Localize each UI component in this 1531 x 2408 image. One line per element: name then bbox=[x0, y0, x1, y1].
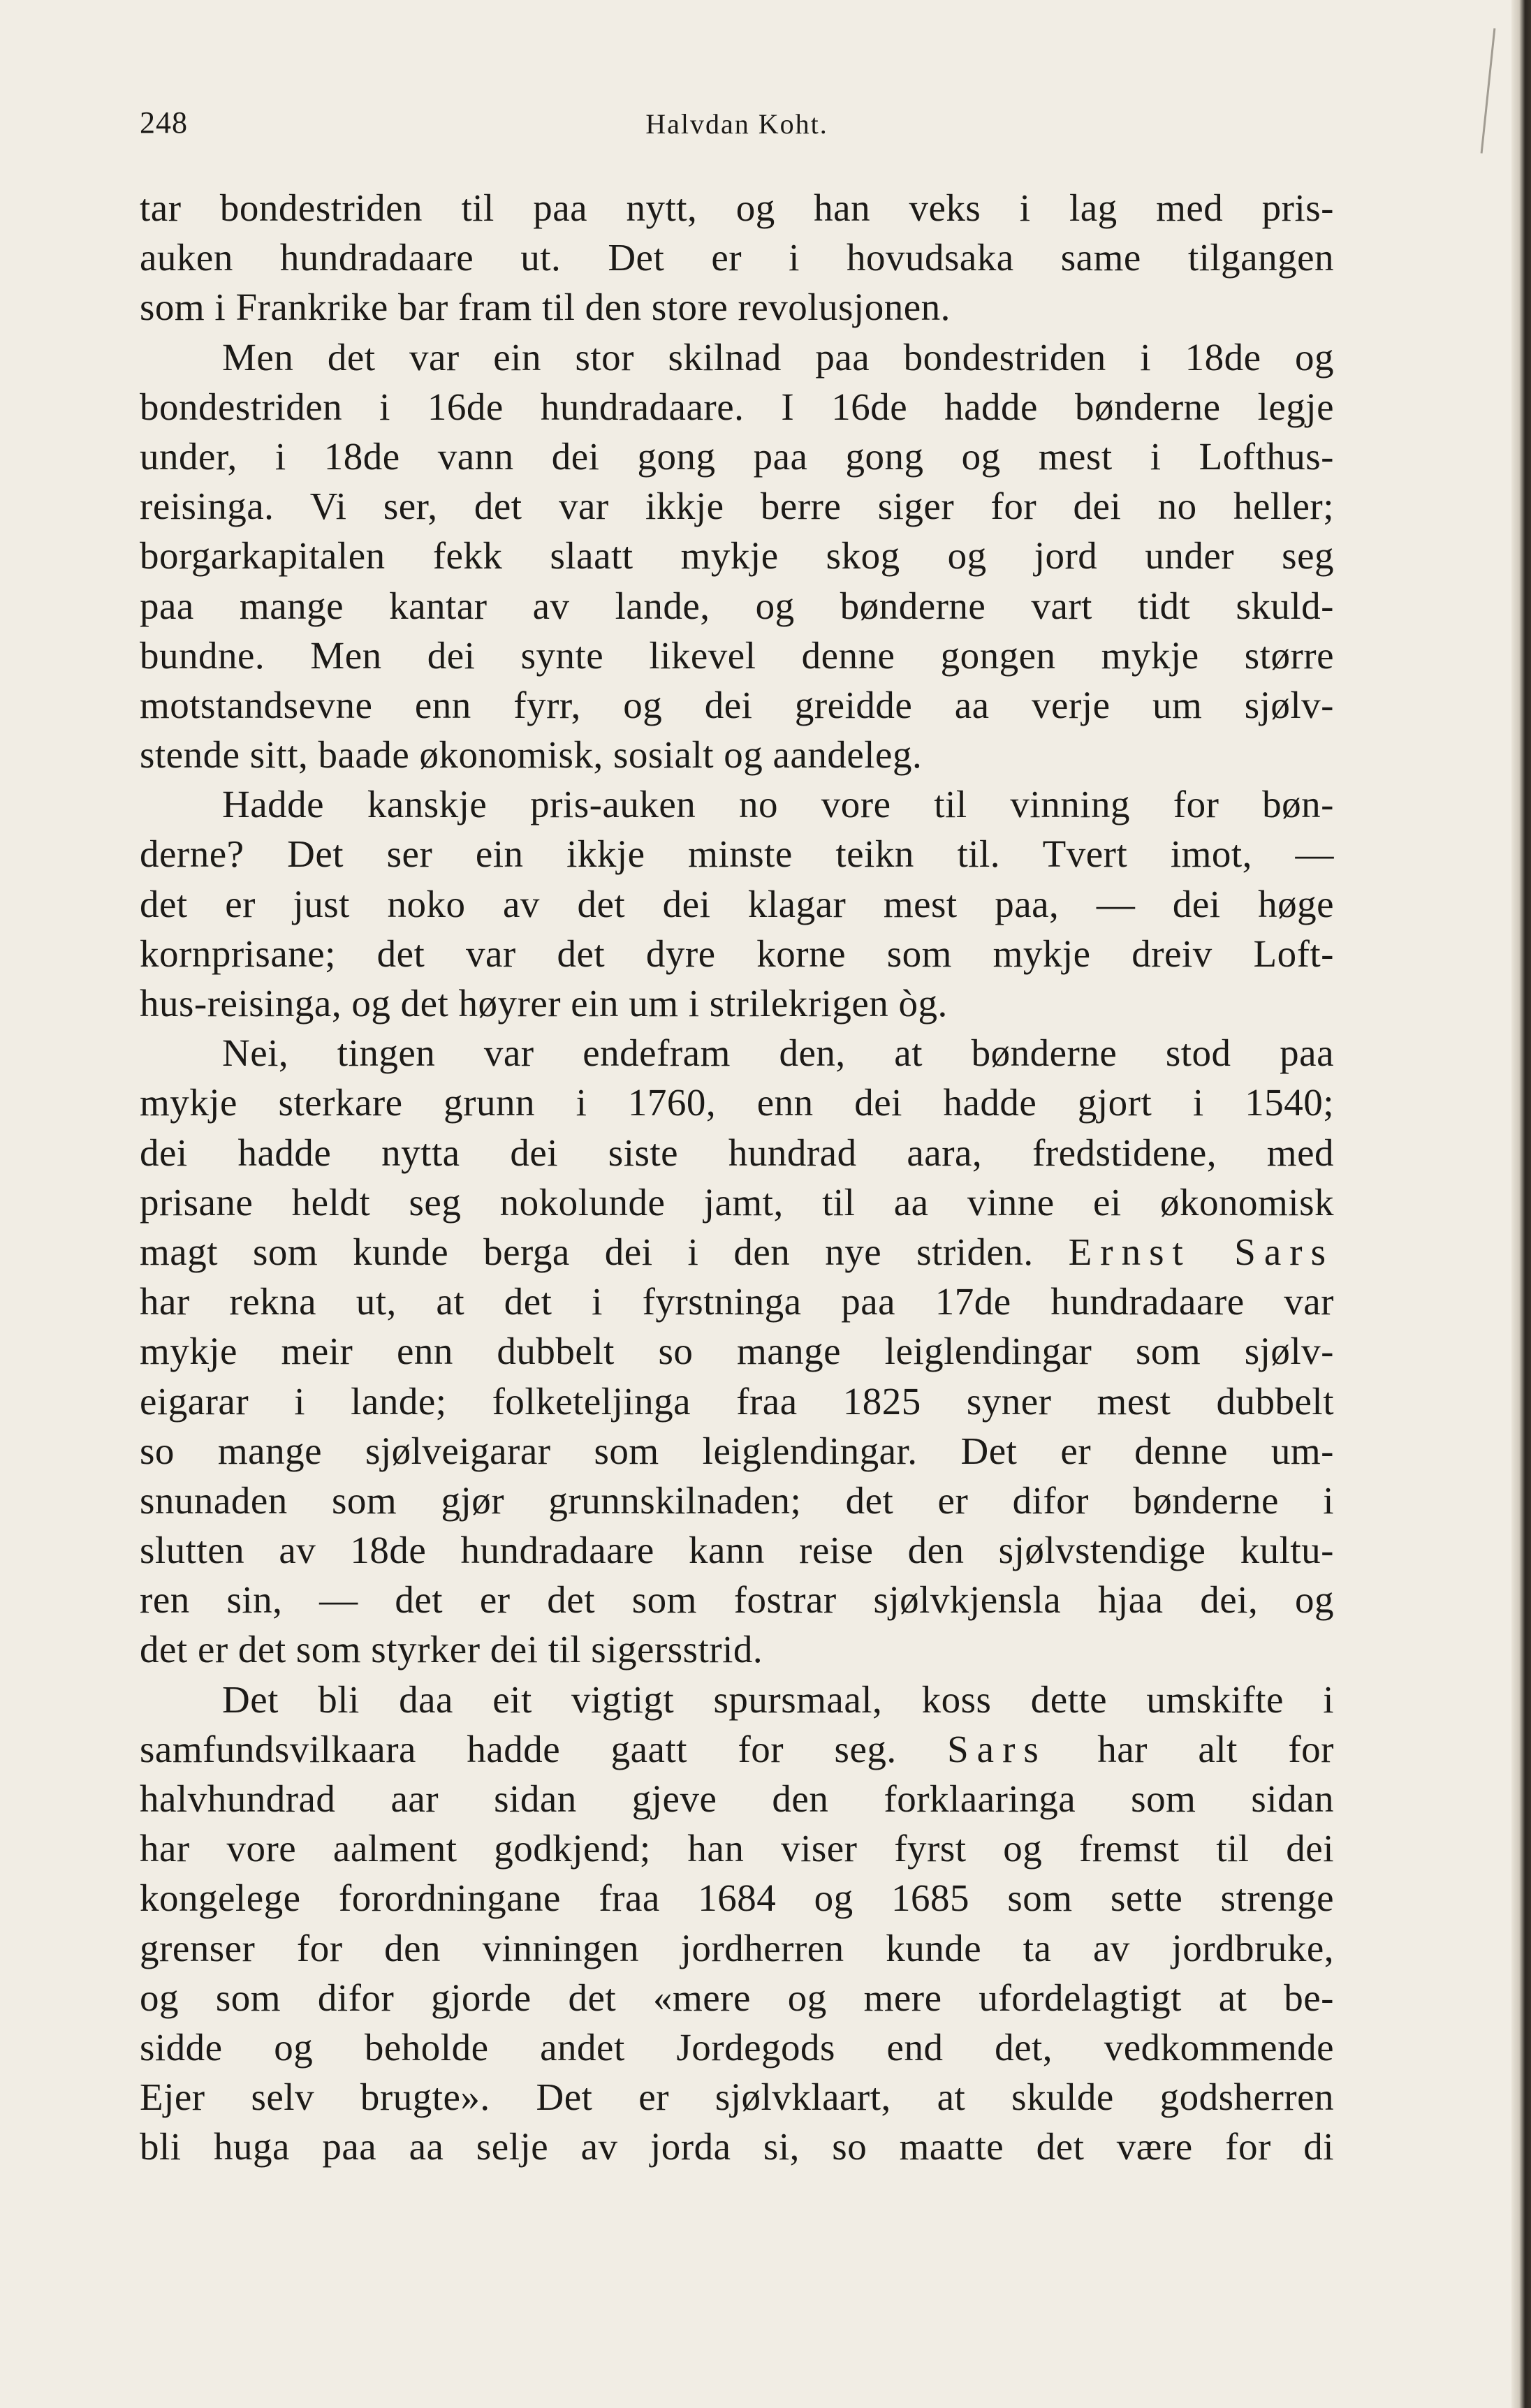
text-line: borgarkapitalen fekk slaatt mykje skog og jord under seg bbox=[140, 534, 1334, 578]
running-title: Halvdan Koht. bbox=[645, 108, 828, 140]
text-line: som i Frankrike bar fram til den store revolusjonen. bbox=[140, 286, 951, 329]
text-line: under, i 18de vann dei gong paa gong og mest i Lofthus- bbox=[140, 434, 1334, 478]
page-number: 248 bbox=[140, 105, 188, 140]
text-line: ren sin, — det er det som fostrar sjølvkjensla hjaa dei, og bbox=[140, 1578, 1334, 1622]
line-text: samfundsvilkaara hadde gaatt for seg. bbox=[140, 1727, 948, 1770]
text-line: eigarar i lande; folketeljinga fraa 1825 syner mest dubbelt bbox=[140, 1379, 1334, 1423]
text-line-with-name bbox=[140, 1724, 1334, 1774]
text-line: halvhundrad aar sidan gjeve den forklaaringa som sidan bbox=[140, 1777, 1334, 1820]
text-line: mykje sterkare grunn i 1760, enn dei hadde gjort i 1540; bbox=[140, 1081, 1334, 1124]
text-line: Men det var ein stor skilnad paa bondestriden i 18de og bbox=[222, 335, 1334, 379]
page-edge bbox=[1511, 0, 1531, 2408]
text-line: det er just noko av det dei klagar mest paa, — dei høge bbox=[140, 882, 1334, 925]
text-line: derne? Det ser ein ikkje minste teikn til. Tvert imot, — bbox=[140, 832, 1334, 876]
body-text bbox=[140, 183, 1334, 2172]
text-line: bli huga paa aa selje av jorda si, so maatte det være for di bbox=[140, 2125, 1334, 2168]
page-curl-line bbox=[1481, 28, 1496, 153]
text-line: snunaden som gjør grunnskilnaden; det er difor bønderne i bbox=[140, 1478, 1334, 1522]
text-line: Nei, tingen var endefram den, at bønderne stod paa bbox=[222, 1032, 1334, 1075]
text-line: bundne. Men dei synte likevel denne gongen mykje større bbox=[140, 633, 1334, 677]
text-line: og som difor gjorde det «mere og mere ufordelagtigt at be- bbox=[140, 1976, 1334, 2019]
text-line: reisinga. Vi ser, det var ikkje berre siger for dei no heller; bbox=[140, 485, 1334, 528]
page-header bbox=[140, 105, 1334, 147]
text-line: tar bondestriden til paa nytt, og han veks i lag med pris- bbox=[140, 186, 1334, 229]
text-line: Hadde kanskje pris-auken no vore til vinning for bøn- bbox=[222, 783, 1334, 826]
text-line: dei hadde nytta dei siste hundrad aara, fredstidene, med bbox=[140, 1131, 1334, 1174]
text-line: bondestriden i 16de hundradaare. I 16de hadde bønderne legje bbox=[140, 385, 1334, 428]
line-text-tail: har alt for bbox=[1046, 1727, 1334, 1770]
text-line: motstandsevne enn fyrr, og dei greidde aa verje um sjølv- bbox=[140, 683, 1334, 726]
text-line: sidde og beholde andet Jordegods end det, vedkommende bbox=[140, 2025, 1334, 2069]
text-line: kongelege forordningane fraa 1684 og 1685 som sette strenge bbox=[140, 1877, 1334, 1920]
text-line: har rekna ut, at det i fyrstninga paa 17de hundradaare var bbox=[140, 1280, 1334, 1323]
author-name-sars: Sars bbox=[947, 1727, 1047, 1770]
author-name-ernst-sars: Ernst Sars bbox=[1068, 1230, 1334, 1273]
text-line: prisane heldt seg nokolunde jamt, til aa vinne ei økonomisk bbox=[140, 1180, 1334, 1224]
text-line: det er det som styrker dei til sigersstrid. bbox=[140, 1628, 763, 1671]
text-line: stende sitt, baade økonomisk, sosialt og aandeleg. bbox=[140, 733, 923, 777]
text-line: auken hundradaare ut. Det er i hovudsaka same tilgangen bbox=[140, 236, 1334, 279]
text-line: so mange sjølveigarar som leiglendingar. Det er denne um- bbox=[140, 1429, 1334, 1472]
line-text: magt som kunde berga dei i den nye striden. bbox=[140, 1230, 1069, 1273]
text-line: mykje meir enn dubbelt so mange leiglendingar som sjølv- bbox=[140, 1330, 1334, 1373]
text-line: kornprisane; det var det dyre korne som mykje dreiv Loft- bbox=[140, 932, 1334, 975]
text-line: har vore aalment godkjend; han viser fyrst og fremst til dei bbox=[140, 1827, 1334, 1870]
text-line: Det bli daa eit vigtigt spursmaal, koss dette umskifte i bbox=[222, 1677, 1334, 1721]
text-line: hus-reisinga, og det høyrer ein um i strilekrigen òg. bbox=[140, 982, 948, 1025]
text-line-with-name bbox=[140, 1227, 1334, 1277]
text-line: Ejer selv brugte». Det er sjølvklaart, at skulde godsherren bbox=[140, 2076, 1334, 2119]
text-line: slutten av 18de hundradaare kann reise den sjølvstendige kultu- bbox=[140, 1529, 1334, 1572]
text-line: paa mange kantar av lande, og bønderne vart tidt skuld- bbox=[140, 584, 1334, 627]
text-line: grenser for den vinningen jordherren kunde ta av jordbruke, bbox=[140, 1926, 1334, 1969]
